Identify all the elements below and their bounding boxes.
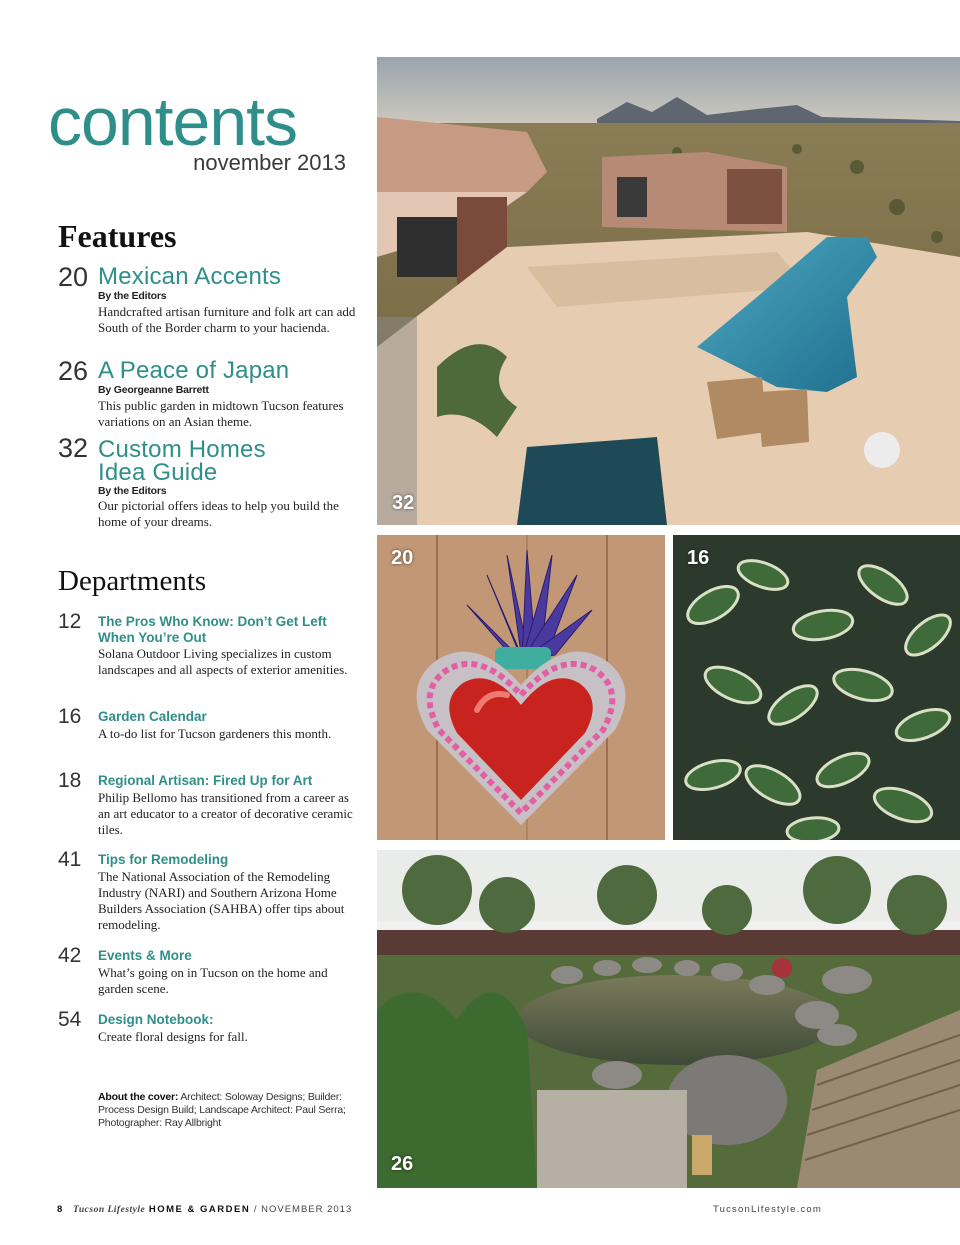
department-page-number: 18 bbox=[58, 769, 82, 792]
section-name: HOME & GARDEN bbox=[148, 1204, 251, 1215]
departments-heading: Departments bbox=[58, 565, 207, 597]
department-page-number: 42 bbox=[58, 944, 82, 967]
japanese-garden-image bbox=[377, 850, 960, 1188]
department-description: A to-do list for Tucson gardeners this month. bbox=[98, 726, 332, 741]
footer-folio bbox=[57, 1204, 352, 1215]
tin-heart-photo[interactable] bbox=[377, 535, 665, 840]
department-title[interactable]: Garden Calendar bbox=[98, 709, 207, 724]
feature-title-line1[interactable]: Custom Homes bbox=[98, 436, 266, 463]
feature-title-line2[interactable]: Idea Guide bbox=[98, 459, 218, 486]
cover-credits-label: About the cover: bbox=[98, 1091, 179, 1103]
department-page-number: 41 bbox=[58, 848, 82, 871]
feature-title[interactable]: Mexican Accents bbox=[98, 263, 282, 290]
feature-page-number: 20 bbox=[58, 262, 89, 292]
issue-name: NOVEMBER 2013 bbox=[261, 1204, 353, 1215]
department-title[interactable]: The Pros Who Know: Don’t Get Left When You’re Out bbox=[98, 614, 327, 645]
department-title[interactable]: Design Notebook: bbox=[98, 1012, 214, 1027]
feature-byline: By the Editors bbox=[98, 485, 167, 497]
house-pool-photo[interactable] bbox=[377, 57, 960, 525]
department-page-number: 16 bbox=[58, 705, 82, 728]
house-pool-image bbox=[377, 57, 960, 525]
page-number: 8 bbox=[57, 1204, 64, 1215]
department-description: The National Association of the Remodeling Industry (NARI) and Southern Arizona Home Builders Association (SAHBA) offer tips about remodeling. bbox=[98, 869, 345, 932]
feature-byline: By Georgeanne Barrett bbox=[98, 384, 209, 396]
plant-image bbox=[673, 535, 960, 840]
feature-description: This public garden in midtown Tucson features variations on an Asian theme. bbox=[98, 398, 344, 429]
department-description: Create floral designs for fall. bbox=[98, 1029, 248, 1044]
feature-description: Our pictorial offers ideas to help you build the home of your dreams. bbox=[98, 498, 339, 529]
footer-separator: / bbox=[253, 1204, 258, 1215]
department-description: Solana Outdoor Living specializes in custom landscapes and all aspects of exterior amenities. bbox=[98, 646, 348, 677]
feature-description: Handcrafted artisan furniture and folk art can add South of the Border charm to your hacienda. bbox=[98, 304, 356, 335]
features-heading: Features bbox=[58, 218, 177, 254]
feature-byline: By the Editors bbox=[98, 290, 167, 302]
magazine-name: Tucson Lifestyle bbox=[72, 1205, 146, 1215]
cover-credits-text: Architect: Soloway Designs; Builder: Process Design Build; Landscape Architect: Paul Serra; Photographer: Ray Allbright bbox=[98, 1091, 346, 1129]
department-title[interactable]: Events & More bbox=[98, 948, 192, 963]
cover-credits bbox=[98, 1091, 348, 1130]
department-description: What’s going on in Tucson on the home and garden scene. bbox=[98, 965, 328, 996]
photo-page-label: 26 bbox=[391, 1153, 414, 1175]
plant-photo[interactable] bbox=[673, 535, 960, 840]
tin-heart-image bbox=[377, 535, 665, 840]
japanese-garden-photo[interactable] bbox=[377, 850, 960, 1188]
issue-date: november 2013 bbox=[193, 150, 346, 175]
department-title[interactable]: Tips for Remodeling bbox=[98, 852, 229, 867]
photo-page-label: 32 bbox=[392, 492, 415, 514]
department-description: Philip Bellomo has transitioned from a career as an art educator to a creator of decorative ceramic tiles. bbox=[98, 790, 353, 837]
department-page-number: 54 bbox=[58, 1008, 82, 1031]
feature-page-number: 26 bbox=[58, 356, 89, 386]
department-title[interactable]: Regional Artisan: Fired Up for Art bbox=[98, 773, 313, 788]
department-page-number: 12 bbox=[58, 610, 82, 633]
feature-page-number: 32 bbox=[58, 433, 89, 463]
website-link[interactable]: TucsonLifestyle.com bbox=[712, 1204, 822, 1215]
photo-page-label: 16 bbox=[687, 547, 710, 569]
feature-title[interactable]: A Peace of Japan bbox=[98, 357, 290, 384]
photo-page-label: 20 bbox=[391, 547, 414, 569]
page-title: contents bbox=[48, 84, 298, 160]
